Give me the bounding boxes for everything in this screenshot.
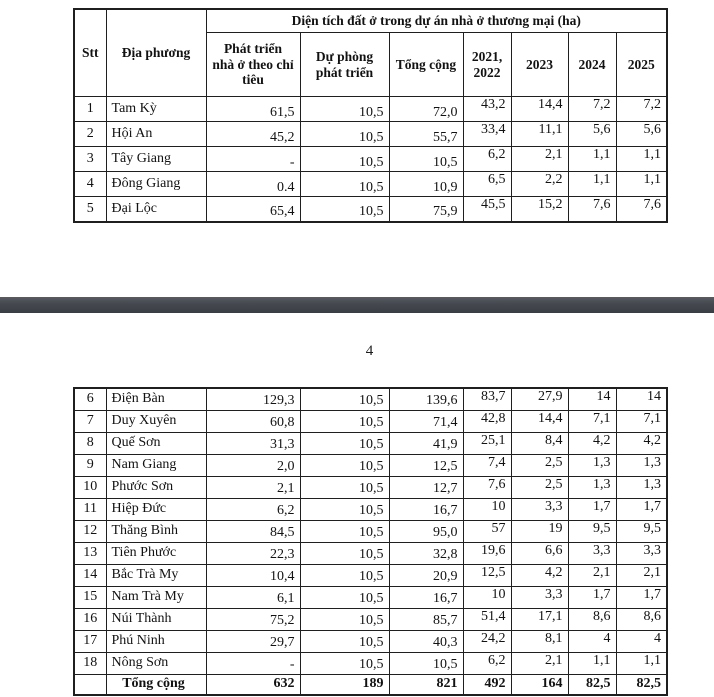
value-cell: 43,2 [463, 97, 511, 122]
value-cell: 12,7 [389, 476, 463, 498]
row-index: 14 [74, 564, 106, 586]
value-cell: 55,7 [389, 122, 463, 147]
value-cell: 19 [511, 520, 568, 542]
col-header-du-phong: Dự phòng phát triển [300, 33, 389, 97]
col-header-stt: Stt [74, 9, 106, 97]
value-cell: 7,6 [568, 197, 616, 222]
value-cell: 12,5 [389, 454, 463, 476]
value-cell: 1,7 [568, 586, 616, 608]
value-cell: 1,1 [616, 652, 667, 674]
value-cell: 129,3 [206, 388, 300, 410]
value-cell: 8,6 [568, 608, 616, 630]
value-cell: 821 [389, 674, 463, 695]
district-name: Bắc Trà My [106, 564, 206, 586]
value-cell: 10,5 [300, 388, 389, 410]
row-index: 8 [74, 432, 106, 454]
district-name: Phước Sơn [106, 476, 206, 498]
table-row [74, 454, 667, 476]
value-cell: 19,6 [463, 542, 511, 564]
value-cell: 10,4 [206, 564, 300, 586]
value-cell: 42,8 [463, 410, 511, 432]
value-cell: 10,5 [389, 652, 463, 674]
value-cell: 61,5 [206, 97, 300, 122]
col-header-2025: 2025 [616, 33, 667, 97]
value-cell: 1,1 [568, 147, 616, 172]
value-cell: 10,5 [300, 520, 389, 542]
district-name: Núi Thành [106, 608, 206, 630]
value-cell: 1,7 [616, 586, 667, 608]
table-row [74, 432, 667, 454]
value-cell: 7,6 [463, 476, 511, 498]
value-cell: 0.4 [206, 172, 300, 197]
value-cell: 3,3 [511, 498, 568, 520]
row-index: 4 [74, 172, 106, 197]
table-span-title: Diện tích đất ở trong dự án nhà ở thương mại (ha) [206, 9, 667, 33]
value-cell: 10,5 [300, 652, 389, 674]
value-cell: 10,5 [300, 586, 389, 608]
value-cell: 14 [568, 388, 616, 410]
value-cell: 7,4 [463, 454, 511, 476]
table-row [74, 586, 667, 608]
table-header [74, 9, 667, 97]
value-cell: 139,6 [389, 388, 463, 410]
page-number: 4 [365, 343, 374, 359]
value-cell: 22,3 [206, 542, 300, 564]
row-index: 16 [74, 608, 106, 630]
value-cell: 1,3 [616, 476, 667, 498]
value-cell: 85,7 [389, 608, 463, 630]
value-cell: 45,2 [206, 122, 300, 147]
row-index: 15 [74, 586, 106, 608]
value-cell: 95,0 [389, 520, 463, 542]
col-header-2021-2022: 2021, 2022 [463, 33, 511, 97]
value-cell: 10 [463, 498, 511, 520]
col-header-2023: 2023 [511, 33, 568, 97]
value-cell: 82,5 [616, 674, 667, 695]
table-row [74, 542, 667, 564]
value-cell: 1,1 [616, 172, 667, 197]
value-cell: 7,1 [616, 410, 667, 432]
district-name: Quế Sơn [106, 432, 206, 454]
value-cell: 12,5 [463, 564, 511, 586]
row-index: 7 [74, 410, 106, 432]
district-name: Đông Giang [106, 172, 206, 197]
value-cell: 4 [568, 630, 616, 652]
district-name: Nông Sơn [106, 652, 206, 674]
value-cell: 29,7 [206, 630, 300, 652]
col-header-phat-trien: Phát triển nhà ở theo chỉ tiêu [206, 33, 300, 97]
value-cell: 5,6 [616, 122, 667, 147]
value-cell: 10,5 [300, 197, 389, 222]
value-cell: 33,4 [463, 122, 511, 147]
value-cell: 10,5 [300, 410, 389, 432]
value-cell: - [206, 147, 300, 172]
value-cell: 41,9 [389, 432, 463, 454]
col-header-tong-cong: Tổng cộng [389, 33, 463, 97]
table-row [74, 564, 667, 586]
col-header-2024: 2024 [568, 33, 616, 97]
value-cell: 15,2 [511, 197, 568, 222]
district-name: Thăng Bình [106, 520, 206, 542]
value-cell: 10,5 [300, 432, 389, 454]
value-cell: 2,0 [206, 454, 300, 476]
value-cell: 3,3 [616, 542, 667, 564]
value-cell: 84,5 [206, 520, 300, 542]
value-cell: 2,5 [511, 454, 568, 476]
value-cell: 27,9 [511, 388, 568, 410]
table-row [74, 147, 667, 172]
value-cell: 40,3 [389, 630, 463, 652]
value-cell: 632 [206, 674, 300, 695]
row-index: 18 [74, 652, 106, 674]
value-cell: 51,4 [463, 608, 511, 630]
value-cell: 14,4 [511, 97, 568, 122]
value-cell: 6,2 [463, 652, 511, 674]
row-index: 1 [74, 97, 106, 122]
value-cell: 16,7 [389, 586, 463, 608]
value-cell: 11,1 [511, 122, 568, 147]
table-row [74, 498, 667, 520]
value-cell: 60,8 [206, 410, 300, 432]
value-cell: 10,5 [300, 498, 389, 520]
value-cell: 1,3 [616, 454, 667, 476]
value-cell: 1,3 [568, 476, 616, 498]
value-cell: 2,5 [511, 476, 568, 498]
value-cell: 1,1 [568, 652, 616, 674]
land-area-table-page1 [73, 8, 668, 223]
row-index: 12 [74, 520, 106, 542]
value-cell: 10,5 [300, 172, 389, 197]
value-cell: 8,1 [511, 630, 568, 652]
value-cell: 7,1 [568, 410, 616, 432]
value-cell: 4 [616, 630, 667, 652]
district-name: Duy Xuyên [106, 410, 206, 432]
row-index: 5 [74, 197, 106, 222]
row-index: 10 [74, 476, 106, 498]
value-cell: 14,4 [511, 410, 568, 432]
table-row [74, 97, 667, 122]
value-cell: 2,1 [568, 564, 616, 586]
district-name: Điện Bàn [106, 388, 206, 410]
value-cell: 1,7 [568, 498, 616, 520]
district-name: Tam Kỳ [106, 97, 206, 122]
value-cell: 164 [511, 674, 568, 695]
table-row [74, 520, 667, 542]
value-cell: 83,7 [463, 388, 511, 410]
value-cell: 71,4 [389, 410, 463, 432]
district-name: Tiên Phước [106, 542, 206, 564]
value-cell: 2,1 [511, 147, 568, 172]
value-cell: 20,9 [389, 564, 463, 586]
value-cell: 4,2 [511, 564, 568, 586]
district-name: Đại Lộc [106, 197, 206, 222]
row-index: 3 [74, 147, 106, 172]
value-cell: 14 [616, 388, 667, 410]
district-name: Nam Trà My [106, 586, 206, 608]
page-separator-bar [0, 297, 714, 313]
value-cell: 2,1 [511, 652, 568, 674]
value-cell: - [206, 652, 300, 674]
value-cell: 32,8 [389, 542, 463, 564]
value-cell: 17,1 [511, 608, 568, 630]
value-cell: 10,5 [300, 122, 389, 147]
value-cell: 4,2 [616, 432, 667, 454]
table-row [74, 388, 667, 410]
value-cell: 10,5 [300, 476, 389, 498]
table-row [74, 652, 667, 674]
value-cell: 2,1 [616, 564, 667, 586]
value-cell: 31,3 [206, 432, 300, 454]
value-cell: 10 [463, 586, 511, 608]
value-cell: 10,5 [389, 147, 463, 172]
value-cell: 6,2 [463, 147, 511, 172]
district-name: Phú Ninh [106, 630, 206, 652]
total-row [74, 674, 667, 695]
value-cell: 1,3 [568, 454, 616, 476]
value-cell: 75,2 [206, 608, 300, 630]
table-row [74, 630, 667, 652]
district-name: Hội An [106, 122, 206, 147]
row-index: 17 [74, 630, 106, 652]
value-cell: 10,5 [300, 542, 389, 564]
value-cell: 72,0 [389, 97, 463, 122]
value-cell: 2,1 [206, 476, 300, 498]
value-cell: 57 [463, 520, 511, 542]
district-name: Hiệp Đức [106, 498, 206, 520]
value-cell: 7,2 [616, 97, 667, 122]
value-cell: 65,4 [206, 197, 300, 222]
total-label: Tổng cộng [106, 674, 206, 695]
value-cell: 6,5 [463, 172, 511, 197]
table-row [74, 197, 667, 222]
value-cell: 10,5 [300, 147, 389, 172]
value-cell: 9,5 [568, 520, 616, 542]
value-cell: 5,6 [568, 122, 616, 147]
value-cell: 10,5 [300, 97, 389, 122]
value-cell: 10,5 [300, 630, 389, 652]
value-cell: 10,5 [300, 454, 389, 476]
row-index [74, 674, 106, 695]
value-cell: 3,3 [511, 586, 568, 608]
value-cell: 6,1 [206, 586, 300, 608]
table-row [74, 476, 667, 498]
row-index: 13 [74, 542, 106, 564]
value-cell: 9,5 [616, 520, 667, 542]
district-name: Nam Giang [106, 454, 206, 476]
value-cell: 2,2 [511, 172, 568, 197]
value-cell: 6,6 [511, 542, 568, 564]
row-index: 6 [74, 388, 106, 410]
value-cell: 45,5 [463, 197, 511, 222]
value-cell: 189 [300, 674, 389, 695]
value-cell: 8,6 [616, 608, 667, 630]
value-cell: 75,9 [389, 197, 463, 222]
value-cell: 10,5 [300, 608, 389, 630]
table-row [74, 410, 667, 432]
table-row [74, 608, 667, 630]
value-cell: 492 [463, 674, 511, 695]
district-name: Tây Giang [106, 147, 206, 172]
row-index: 9 [74, 454, 106, 476]
value-cell: 1,1 [616, 147, 667, 172]
value-cell: 24,2 [463, 630, 511, 652]
value-cell: 3,3 [568, 542, 616, 564]
col-header-dia-phuong: Địa phương [106, 9, 206, 97]
value-cell: 16,7 [389, 498, 463, 520]
table-row [74, 172, 667, 197]
value-cell: 10,5 [300, 564, 389, 586]
value-cell: 1,1 [568, 172, 616, 197]
row-index: 2 [74, 122, 106, 147]
value-cell: 8,4 [511, 432, 568, 454]
land-area-table-page2 [73, 387, 668, 696]
value-cell: 1,7 [616, 498, 667, 520]
value-cell: 4,2 [568, 432, 616, 454]
value-cell: 7,6 [616, 197, 667, 222]
value-cell: 25,1 [463, 432, 511, 454]
value-cell: 6,2 [206, 498, 300, 520]
value-cell: 7,2 [568, 97, 616, 122]
value-cell: 10,9 [389, 172, 463, 197]
value-cell: 82,5 [568, 674, 616, 695]
row-index: 11 [74, 498, 106, 520]
table-row [74, 122, 667, 147]
